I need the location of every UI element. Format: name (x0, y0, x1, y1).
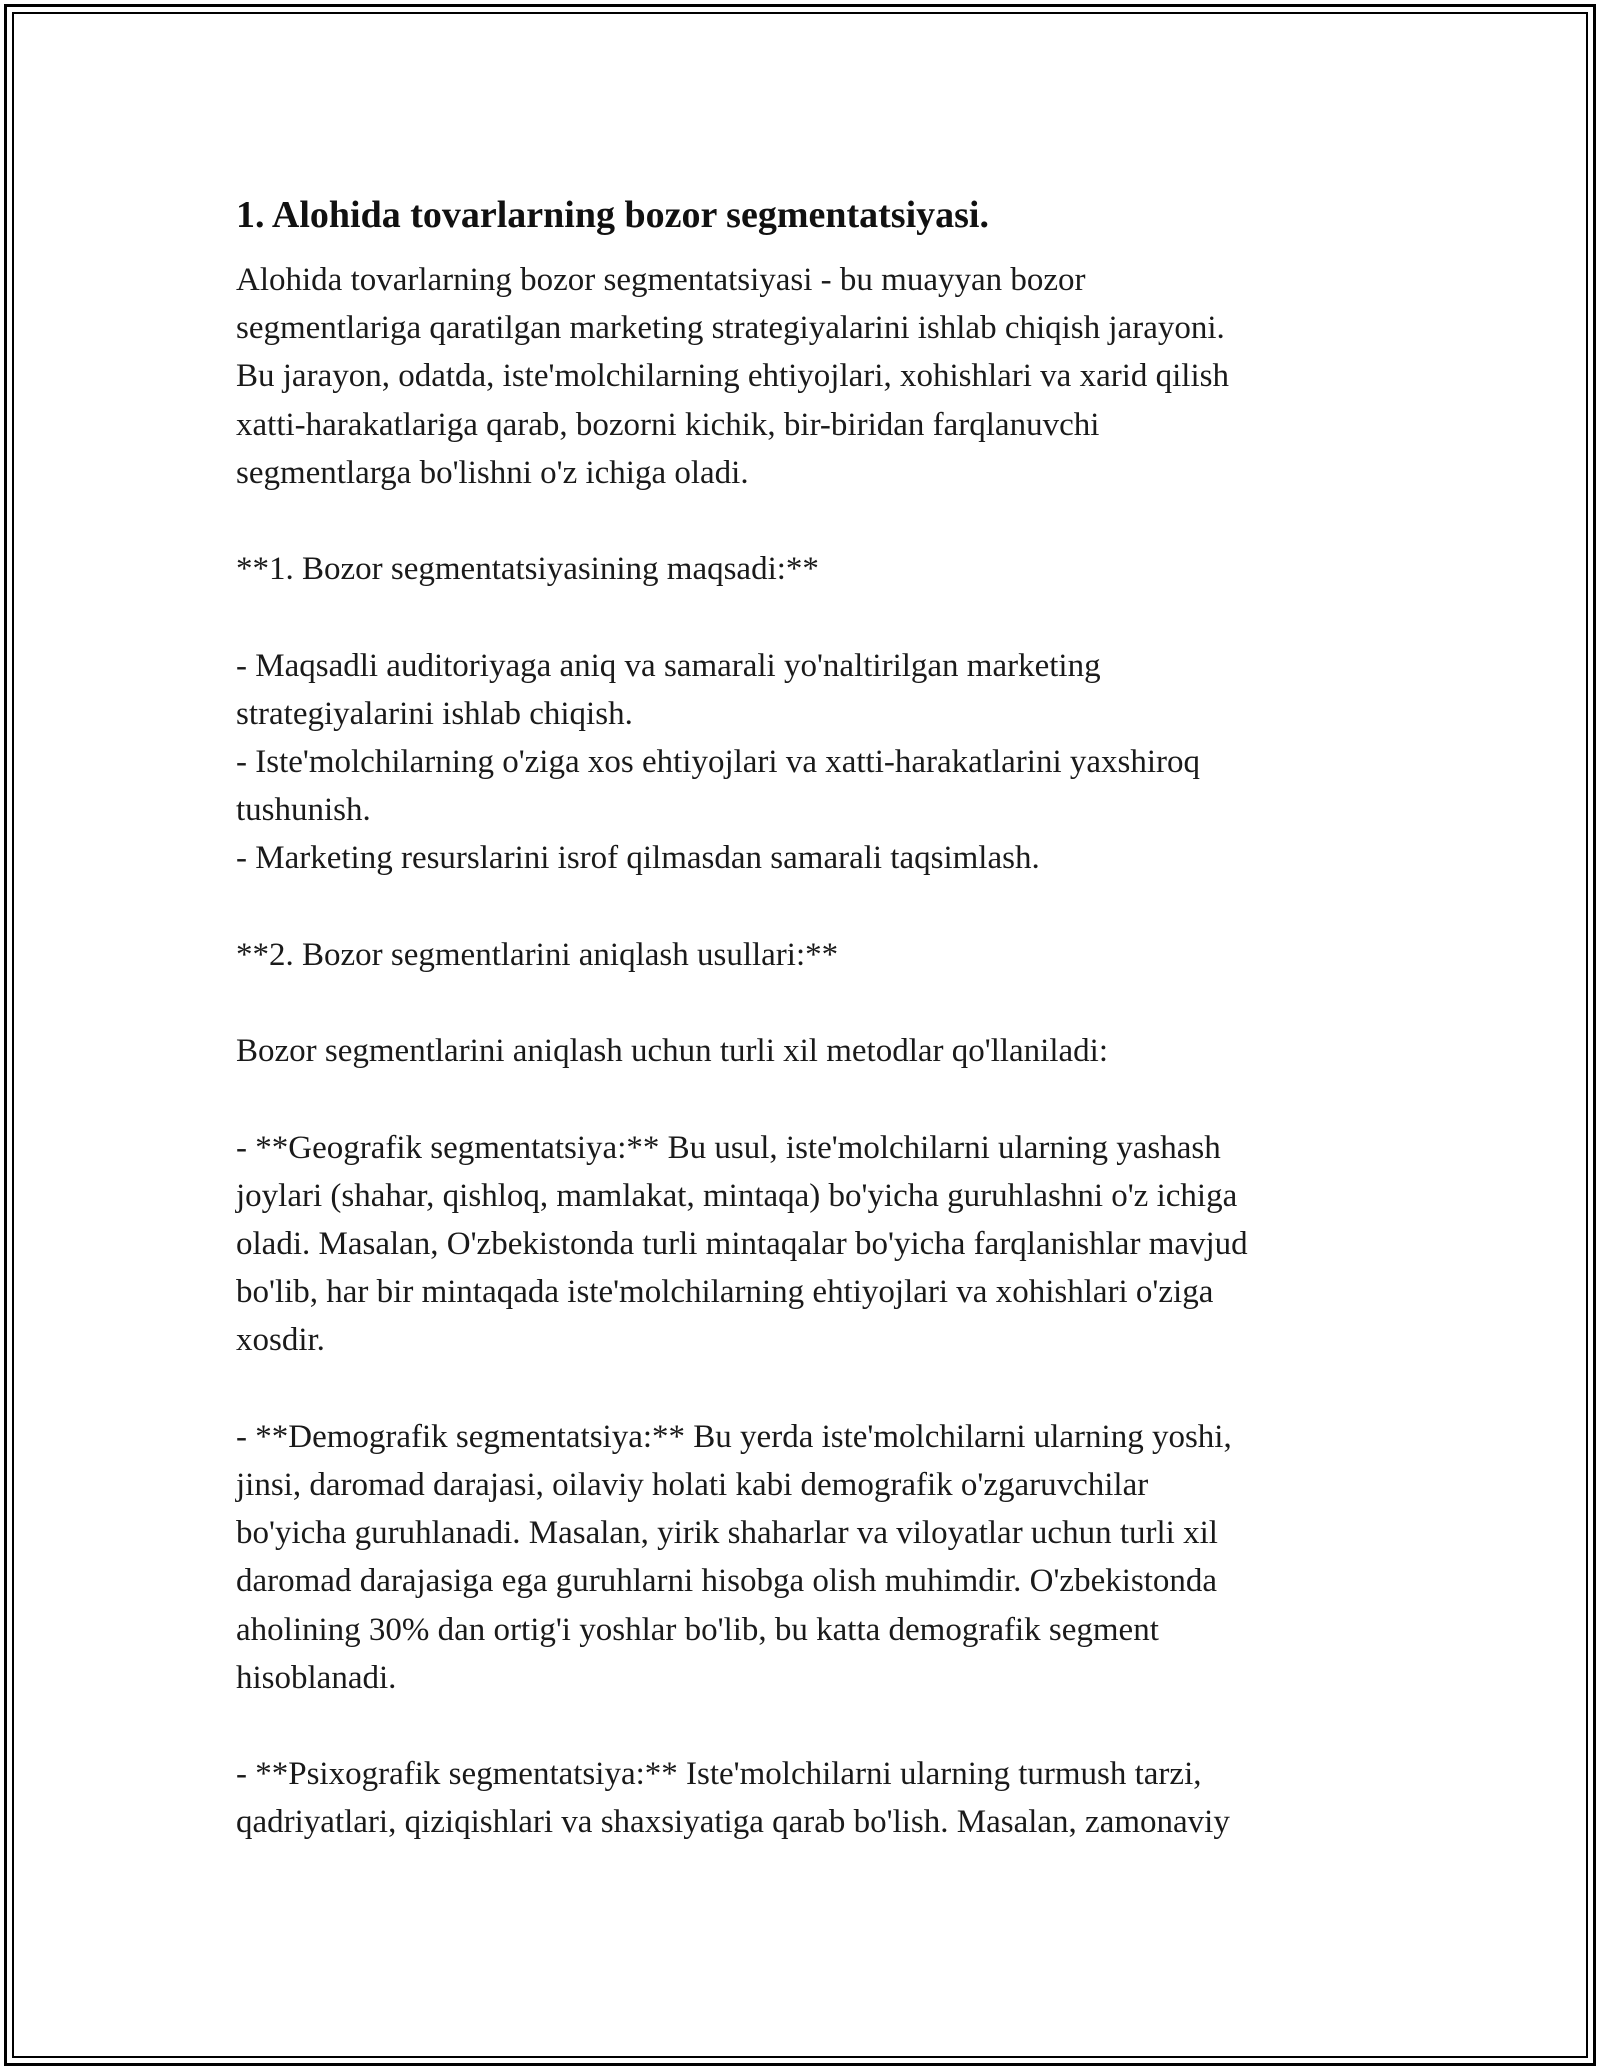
goal-list (236, 642, 1366, 883)
text-line: daromad darajasiga ega guruhlarni hisobga olish muhimdir. O'zbekistonda (236, 1563, 1218, 1600)
paragraph-gap (236, 1702, 1366, 1750)
text-line: bo'yicha guruhlanadi. Masalan, yirik shaharlar va viloyatlar uchun turli xil (236, 1515, 1218, 1552)
text-line: xosdir. (236, 1322, 325, 1359)
text-line: - **Demografik segmentatsiya:** Bu yerda iste'molchilarni ularning yoshi, (236, 1418, 1232, 1455)
demographic-segmentation-paragraph (236, 1413, 1366, 1702)
text-line: aholining 30% dan ortig'i yoshlar bo'lib, bu katta demografik segment (236, 1611, 1159, 1648)
paragraph-gap (236, 979, 1366, 1027)
text-line: Bu jarayon, odatda, iste'molchilarning ehtiyojlari, xohishlari va xarid qilish (236, 358, 1229, 395)
text-line: segmentlariga qaratilgan marketing strategiyalarini ishlab chiqish jarayoni. (236, 310, 1225, 347)
text-line: xatti-harakatlariga qarab, bozorni kichik, bir-biridan farqlanuvchi (236, 406, 1100, 443)
text-line: joylari (shahar, qishloq, mamlakat, mintaqa) bo'yicha guruhlashni o'z ichiga (236, 1177, 1238, 1214)
paragraph-gap (236, 1075, 1366, 1123)
psychographic-segmentation-paragraph (236, 1750, 1366, 1846)
subsection-title-methods: **2. Bozor segmentlarini aniqlash usullari:** (236, 936, 839, 973)
text-line: - **Psixografik segmentatsiya:** Iste'molchilarni ularning turmush tarzi, (236, 1756, 1202, 1793)
text-line: jinsi, daromad darajasi, oilaviy holati kabi demografik o'zgaruvchilar (236, 1466, 1149, 1503)
geographic-segmentation-paragraph (236, 1124, 1366, 1365)
section-heading: 1. Alohida tovarlarning bozor segmentatsiyasi. (236, 194, 989, 236)
text-line: tushunish. (236, 792, 371, 829)
paragraph-gap (236, 1365, 1366, 1413)
text-line: strategiyalarini ishlab chiqish. (236, 695, 633, 732)
paragraph-gap (236, 883, 1366, 931)
text-line: - Iste'molchilarning o'ziga xos ehtiyojlari va xatti-harakatlarini yaxshiroq (236, 744, 1201, 780)
text-line: segmentlarga bo'lishni o'z ichiga oladi. (236, 454, 749, 491)
subsection-title-goal: **1. Bozor segmentatsiyasining maqsadi:** (236, 551, 819, 588)
text-line: hisoblanadi. (236, 1659, 397, 1696)
intro-paragraph (236, 256, 1366, 497)
document-body (236, 188, 1366, 1847)
text-line: qadriyatlari, qiziqishlari va shaxsiyatiga qarab bo'lish. Masalan, zamonaviy (236, 1804, 1230, 1841)
text-line: - Marketing resurslarini isrof qilmasdan samarali taqsimlash. (236, 840, 1040, 877)
paragraph-gap (236, 497, 1366, 545)
text-line: - **Geografik segmentatsiya:** Bu usul, iste'molchilarni ularning yashash (236, 1129, 1221, 1166)
text-line: - Maqsadli auditoriyaga aniq va samarali yo'naltirilgan marketing (236, 647, 1101, 684)
methods-intro: Bozor segmentlarini aniqlash uchun turli xil metodlar qo'llaniladi: (236, 1033, 1109, 1070)
text-line: Alohida tovarlarning bozor segmentatsiyasi - bu muayyan bozor (236, 262, 1086, 298)
text-line: bo'lib, har bir mintaqada iste'molchilarning ehtiyojlari va xohishlari o'ziga (236, 1274, 1214, 1311)
paragraph-gap (236, 593, 1366, 641)
text-line: oladi. Masalan, O'zbekistonda turli mintaqalar bo'yicha farqlanishlar mavjud (236, 1225, 1248, 1262)
